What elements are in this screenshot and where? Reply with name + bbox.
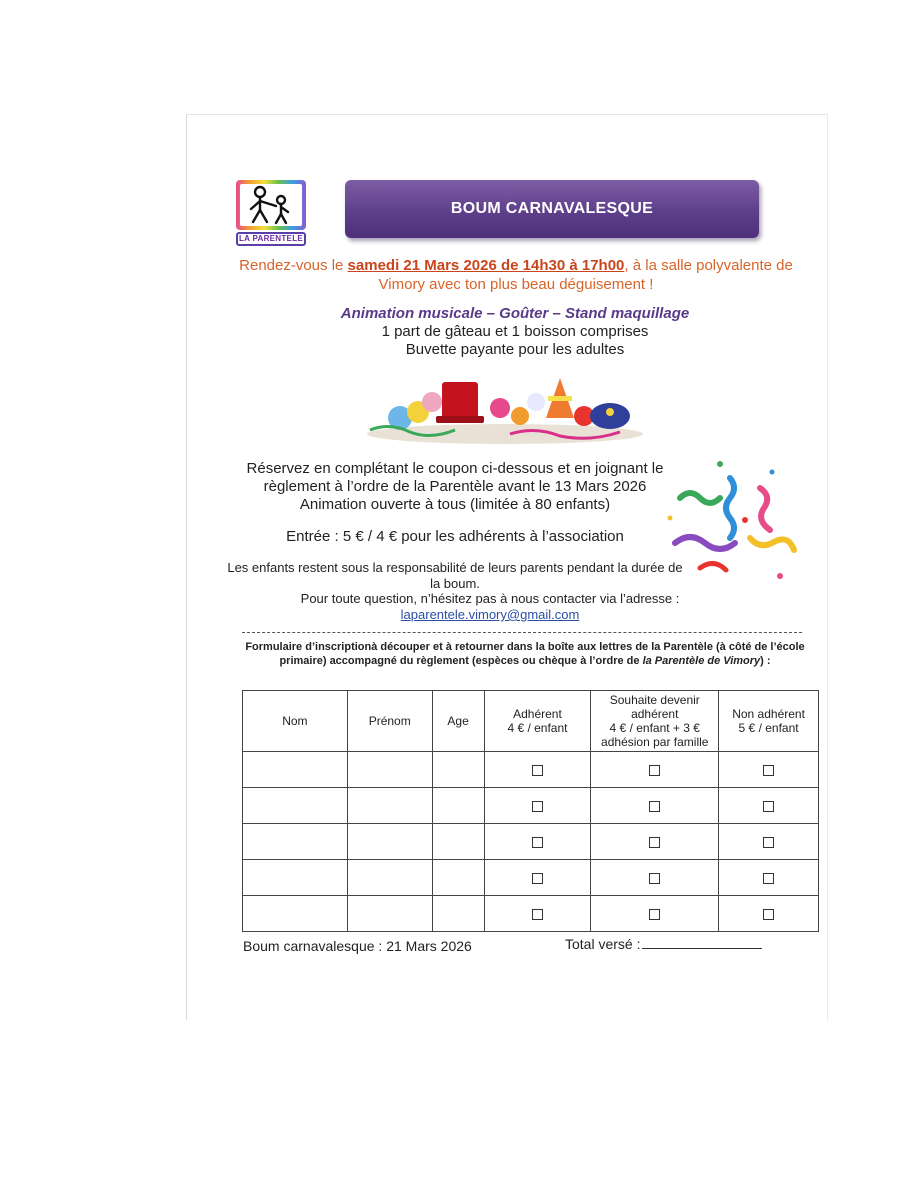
devenir-adherent-cell <box>591 860 719 896</box>
form-instructions <box>238 640 812 668</box>
invitation-text <box>236 256 796 294</box>
non-adherent-cell <box>719 896 819 932</box>
confetti-streamers-illustration <box>660 458 800 598</box>
prenom-cell[interactable] <box>347 860 432 896</box>
registration-table <box>242 690 819 932</box>
table-row <box>243 896 819 932</box>
adherent-cell <box>484 824 591 860</box>
form-payee: la Parentèle de Vimory <box>642 655 761 667</box>
activities-line-1: 1 part de gâteau et 1 boisson comprises <box>381 323 649 340</box>
header-adherent <box>484 691 591 752</box>
contact-question: Pour toute question, n’hésitez pas à nous contacter via l’adresse : <box>300 591 680 606</box>
header-prenom: Prénom <box>347 691 432 752</box>
non-adherent-checkbox[interactable] <box>763 801 774 812</box>
non-adherent-checkbox[interactable] <box>763 909 774 920</box>
nom-cell[interactable] <box>243 788 348 824</box>
reservation-line-3: Animation ouverte à tous (limitée à 80 enfants) <box>299 496 611 513</box>
title-banner: BOUM CARNAVALESQUE <box>345 180 759 238</box>
header-devenir-line-1: Souhaite devenir <box>609 693 700 707</box>
age-cell[interactable] <box>432 896 484 932</box>
age-cell[interactable] <box>432 752 484 788</box>
table-header-row <box>243 691 819 752</box>
devenir-adherent-checkbox[interactable] <box>649 909 660 920</box>
age-cell[interactable] <box>432 788 484 824</box>
devenir-adherent-cell <box>591 824 719 860</box>
header-devenir-line-2: adhérent <box>631 707 679 721</box>
adherent-cell <box>484 788 591 824</box>
logo-inner <box>240 184 302 226</box>
non-adherent-checkbox[interactable] <box>763 837 774 848</box>
activities-block <box>300 305 730 359</box>
table-row <box>243 752 819 788</box>
cut-line <box>242 632 802 633</box>
form-instructions-text: Formulaire d’inscriptionà découper et à retourner dans la boîte aux lettres de la Parentèle (à côté de l’école primaire) accompagné du règlement (espèces ou chèque à l’ordre de <box>245 641 805 667</box>
header-adherent-price: 4 € / enfant <box>507 721 568 735</box>
non-adherent-cell <box>719 860 819 896</box>
adherent-checkbox[interactable] <box>532 909 543 920</box>
nom-cell[interactable] <box>243 752 348 788</box>
adherent-checkbox[interactable] <box>532 837 543 848</box>
event-date-time: samedi 21 Mars 2026 de 14h30 à 17h00 <box>347 257 625 274</box>
devenir-adherent-cell <box>591 896 719 932</box>
nom-cell[interactable] <box>243 896 348 932</box>
adherent-cell <box>484 896 591 932</box>
table-row <box>243 824 819 860</box>
non-adherent-checkbox[interactable] <box>763 765 774 776</box>
activities-line-2: Buvette payante pour les adultes <box>405 341 625 358</box>
contact-block <box>240 591 740 623</box>
prenom-cell[interactable] <box>347 824 432 860</box>
header-age: Age <box>432 691 484 752</box>
party-props-illustration <box>360 372 650 452</box>
devenir-adherent-checkbox[interactable] <box>649 765 660 776</box>
non-adherent-cell <box>719 752 819 788</box>
non-adherent-cell <box>719 824 819 860</box>
non-adherent-cell <box>719 788 819 824</box>
entry-price: Entrée : 5 € / 4 € pour les adhérents à l’association <box>286 528 624 545</box>
adherent-cell <box>484 860 591 896</box>
header-devenir-adherent <box>591 691 719 752</box>
footer-total <box>565 936 762 952</box>
contact-email-link[interactable]: laparentele.vimory@gmail.com <box>400 607 580 622</box>
activities-title: Animation musicale – Goûter – Stand maquillage <box>340 305 690 322</box>
devenir-adherent-cell <box>591 752 719 788</box>
footer-event: Boum carnavalesque : 21 Mars 2026 <box>243 938 472 954</box>
responsibility-text: Les enfants restent sous la responsabilité de leurs parents pendant la durée de la boum. <box>227 560 683 591</box>
reservation-block <box>225 460 685 514</box>
adherent-cell <box>484 752 591 788</box>
adherent-checkbox[interactable] <box>532 873 543 884</box>
logo-label: LA PARENTELE <box>236 232 306 246</box>
reservation-line-2: règlement à l’ordre de la Parentèle avant le 13 Mars 2026 <box>263 478 647 495</box>
non-adherent-checkbox[interactable] <box>763 873 774 884</box>
family-figures-icon <box>240 184 302 226</box>
header-non-adherent-label: Non adhérent <box>732 707 805 721</box>
reservation-line-1: Réservez en complétant le coupon ci-dessous et en joignant le <box>246 460 664 477</box>
children-responsibility-note <box>225 544 685 592</box>
header-non-adherent <box>719 691 819 752</box>
total-input-line[interactable] <box>642 936 762 949</box>
header-devenir-famille: adhésion par famille <box>601 735 709 749</box>
nom-cell[interactable] <box>243 824 348 860</box>
adherent-checkbox[interactable] <box>532 801 543 812</box>
prenom-cell[interactable] <box>347 752 432 788</box>
form-instructions-end: ) : <box>760 655 771 667</box>
devenir-adherent-checkbox[interactable] <box>649 837 660 848</box>
header-adherent-label: Adhérent <box>513 707 562 721</box>
age-cell[interactable] <box>432 860 484 896</box>
devenir-adherent-checkbox[interactable] <box>649 873 660 884</box>
nom-cell[interactable] <box>243 860 348 896</box>
header-non-adherent-price: 5 € / enfant <box>738 721 799 735</box>
table-row <box>243 860 819 896</box>
parentele-logo <box>236 180 310 248</box>
devenir-adherent-checkbox[interactable] <box>649 801 660 812</box>
invitation-prefix: Rendez-vous le <box>239 257 348 274</box>
devenir-adherent-cell <box>591 788 719 824</box>
header-devenir-price: 4 € / enfant + 3 € <box>609 721 700 735</box>
prenom-cell[interactable] <box>347 788 432 824</box>
age-cell[interactable] <box>432 824 484 860</box>
table-row <box>243 788 819 824</box>
prenom-cell[interactable] <box>347 896 432 932</box>
total-label: Total versé : <box>565 936 641 952</box>
header-nom: Nom <box>243 691 348 752</box>
invitation-suffix: , à la salle polyvalente de Vimory avec ton plus beau déguisement ! <box>378 257 793 293</box>
adherent-checkbox[interactable] <box>532 765 543 776</box>
